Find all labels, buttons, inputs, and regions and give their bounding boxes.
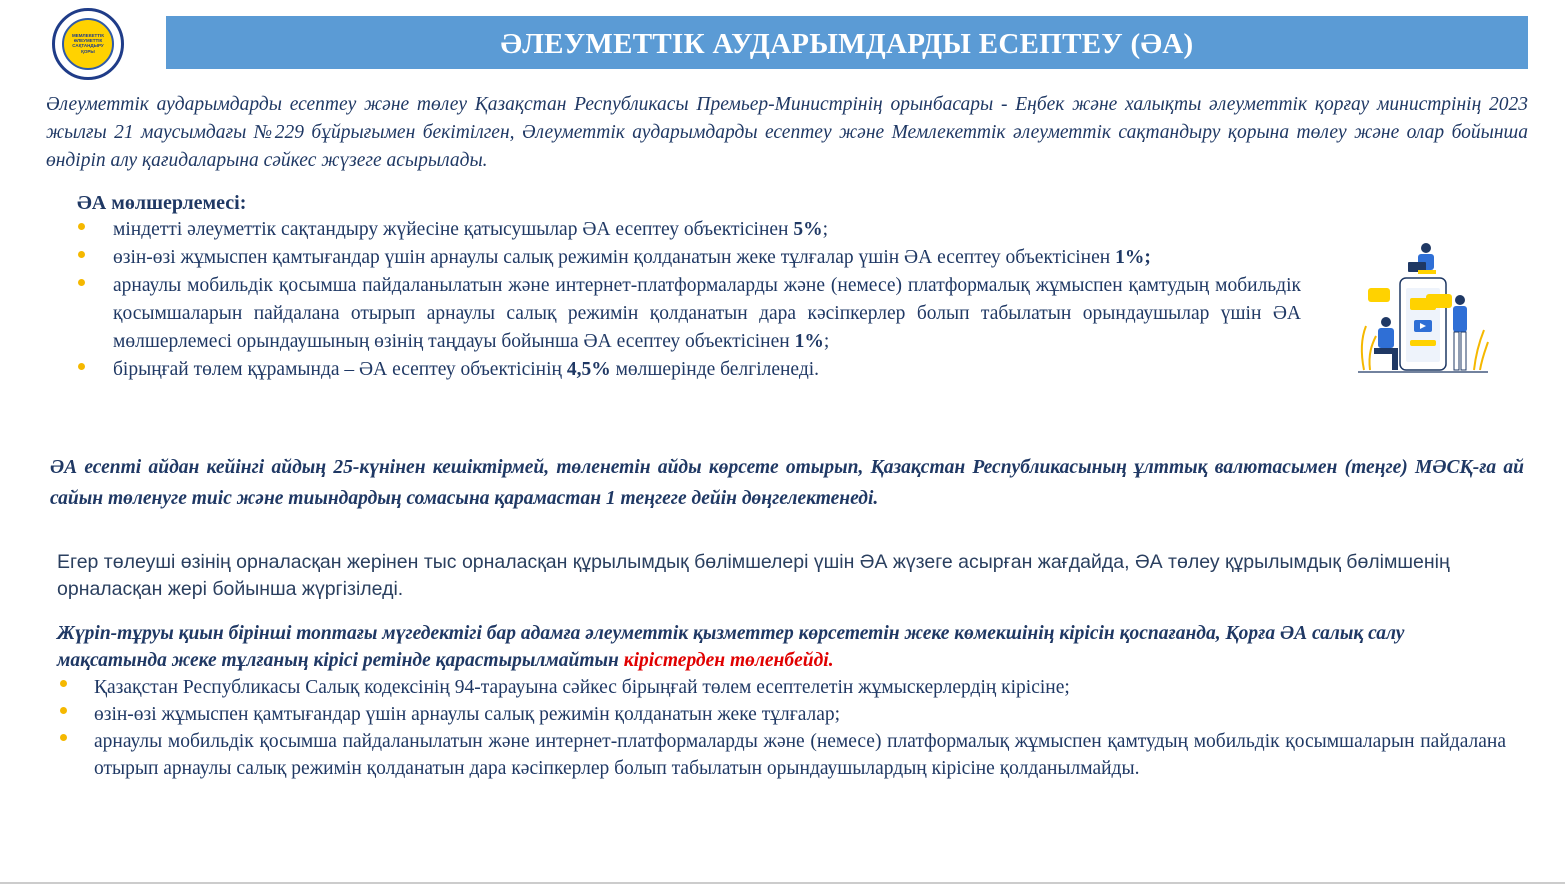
rates-title: ӘА мөлшерлемесі: xyxy=(77,192,247,214)
bullet-icon xyxy=(60,680,67,687)
bullet-icon xyxy=(78,223,85,230)
logo-text: МЕМЛЕКЕТТІК ӘЛЕУМЕТТІК САҚТАНДЫРУ ҚОРЫ xyxy=(72,33,104,54)
list-item: арнаулы мобильдік қосымша пайдаланылатын және интернет-платформаларды және (немесе) платформалық жұмыспен қамтудың мобильдік қосымшаларын пайдалана отырып арнаулы салық режимін қолданатын дара кәсіпкерлер болып табылатын орындаушылардың кірісіне қолданылмайды. xyxy=(94,728,1506,782)
list-item: арнаулы мобильдік қосымша пайдаланылатын және интернет-платформаларды және (немесе) платформалық жұмыспен қамтудың мобильдік қосымшаларын пайдалана отырып арнаулы салық режимін қолданатын дара кәсіпкерлер болып табылатын орындаушылар үшін ӘА мөлшерлемесі орындаушының өзінің таңдауы бойынша ӘА есептеу объектісінен 1%; xyxy=(113,272,1301,356)
logo-emblem xyxy=(62,18,114,70)
bullet-icon xyxy=(60,734,67,741)
income-list xyxy=(94,674,1506,782)
bullet-icon xyxy=(78,363,85,370)
list-item: Қазақстан Республикасы Салық кодексінің 94-тарауына сәйкес бірыңғай төлем есептелетін жұмыскерлердің кірісіне; xyxy=(94,674,1506,701)
fund-logo xyxy=(52,8,124,80)
income-paragraph: Жүріп-тұруы қиын бірінші топтағы мүгедектігі бар адамға әлеуметтік қызметтер көрсететін жеке көмекшінің кірісін қоспағанда, Қорға ӘА салық салу мақсатында жеке тұлғаның кірісі ретінде қарастырылмайтын кірістерден төленбейді. xyxy=(57,623,1405,671)
list-item: бірыңғай төлем құрамында – ӘА есептеу объектісінің 4,5% мөлшерінде белгіленеді. xyxy=(113,356,1301,384)
list-item: өзін-өзі жұмыспен қамтығандар үшін арнаулы салық режимін қолданатын жеке тұлғалар үшін ӘА есептеу объектісінен 1%; xyxy=(113,244,1301,272)
rounding-paragraph: ӘА есепті айдан кейінгі айдың 25-күнінен кешіктірмей, төленетін айды көрсете отырып, Қазақстан Республикасының ұлттық валютасымен (теңге) МӘСҚ-ға ай сайын төленуге тиіс және тиындардың сомасына қарамастан 1 теңгеге дейін дөңгелектенеді. xyxy=(50,457,1524,509)
bottom-divider xyxy=(0,882,1565,884)
page-title: ӘЛЕУМЕТТІК АУДАРЫМДАРДЫ ЕСЕПТЕУ (ӘА) xyxy=(500,28,1194,60)
bullet-icon xyxy=(78,251,85,258)
highlight-text: кірістерден төленбейді. xyxy=(623,650,834,671)
rates-list xyxy=(113,216,1301,384)
bullet-icon xyxy=(60,707,67,714)
list-item: өзін-өзі жұмыспен қамтығандар үшін арнаулы салық режимін қолданатын жеке тұлғалар; xyxy=(94,701,1506,728)
title-banner xyxy=(166,16,1528,69)
mobile-app-illustration xyxy=(1356,240,1490,375)
bullet-icon xyxy=(78,279,85,286)
intro-paragraph: Әлеуметтік аударымдарды есептеу және төлеу Қазақстан Республикасы Премьер-Министрінің орынбасары - Еңбек және халықты әлеуметтік қорғау министрінің 2023 жылғы 21 маусымдағы №229 бұйрығымен бекітілген, Әлеуметтік аударымдарды есептеу және Мемлекеттік әлеуметтік сақтандыру қорына төлеу және олар бойынша өндіріп алу қағидаларына сәйкес жүзеге асырылады. xyxy=(46,94,1528,171)
structural-paragraph: Егер төлеуші өзінің орналасқан жерінен тыс орналасқан құрылымдық бөлімшелері үшін ӘА жүзеге асырған жағдайда, ӘА төлеу құрылымдық бөлімшенің орналасқан жері бойынша жүргізіледі. xyxy=(57,551,1450,600)
list-item: міндетті әлеуметтік сақтандыру жүйесіне қатысушылар ӘА есептеу объектісінен 5%; xyxy=(113,216,1301,244)
